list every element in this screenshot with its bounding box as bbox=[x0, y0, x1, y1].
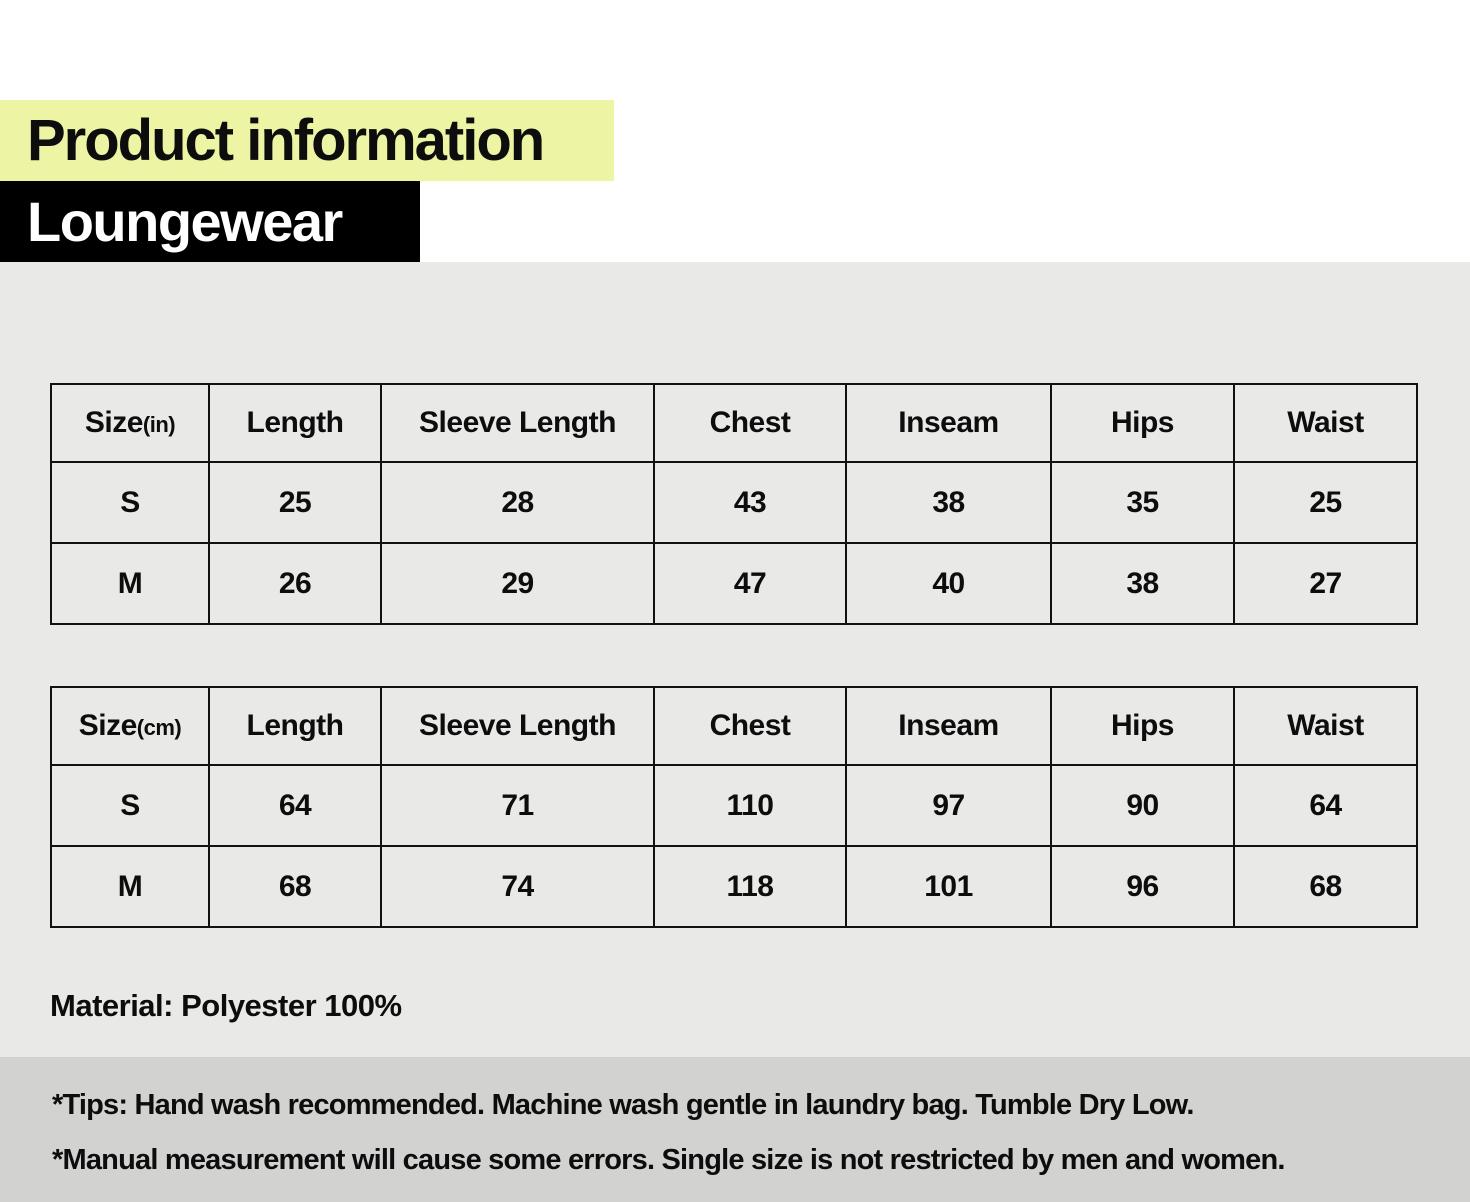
table-row-m bbox=[51, 846, 1417, 927]
table-row-s bbox=[51, 765, 1417, 846]
value-cell: 25 bbox=[1234, 462, 1417, 543]
value-cell: 74 bbox=[381, 846, 654, 927]
size-table-centimeters bbox=[50, 686, 1418, 928]
page-title-text: Product information bbox=[27, 108, 544, 173]
material-note: Material: Polyester 100% bbox=[50, 988, 402, 1023]
category-banner-text: Loungewear bbox=[27, 190, 342, 253]
column-header-waist: Waist bbox=[1234, 687, 1417, 765]
size-label: Size bbox=[84, 406, 143, 439]
value-cell: 38 bbox=[1051, 543, 1234, 624]
value-cell: 68 bbox=[1234, 846, 1417, 927]
column-header-length: Length bbox=[209, 687, 381, 765]
value-cell: 96 bbox=[1051, 846, 1234, 927]
value-cell: 26 bbox=[209, 543, 381, 624]
size-table-inches bbox=[50, 383, 1418, 625]
care-tip-measurement: *Manual measurement will cause some errors. Single size is not restricted by men and women. bbox=[52, 1144, 1285, 1176]
value-cell: 101 bbox=[846, 846, 1051, 927]
column-header-chest: Chest bbox=[654, 687, 846, 765]
content-background bbox=[0, 262, 1470, 1057]
value-cell: 40 bbox=[846, 543, 1051, 624]
size-cell: M bbox=[51, 846, 209, 927]
value-cell: 25 bbox=[209, 462, 381, 543]
table-row-m bbox=[51, 543, 1417, 624]
page-title bbox=[0, 100, 614, 181]
value-cell: 97 bbox=[846, 765, 1051, 846]
value-cell: 38 bbox=[846, 462, 1051, 543]
column-header-sleeve-length: Sleeve Length bbox=[381, 687, 654, 765]
value-cell: 47 bbox=[654, 543, 846, 624]
category-banner bbox=[0, 181, 420, 262]
column-header-chest: Chest bbox=[654, 384, 846, 462]
value-cell: 64 bbox=[1234, 765, 1417, 846]
size-unit-suffix: (cm) bbox=[136, 715, 182, 740]
column-header-inseam: Inseam bbox=[846, 384, 1051, 462]
footer-background bbox=[0, 1057, 1470, 1202]
column-header-waist: Waist bbox=[1234, 384, 1417, 462]
value-cell: 71 bbox=[381, 765, 654, 846]
column-header-hips: Hips bbox=[1051, 384, 1234, 462]
value-cell: 110 bbox=[654, 765, 846, 846]
value-cell: 29 bbox=[381, 543, 654, 624]
value-cell: 35 bbox=[1051, 462, 1234, 543]
column-header-hips: Hips bbox=[1051, 687, 1234, 765]
column-header-inseam: Inseam bbox=[846, 687, 1051, 765]
value-cell: 64 bbox=[209, 765, 381, 846]
size-label: Size bbox=[78, 709, 137, 742]
table-header-row bbox=[51, 687, 1417, 765]
size-unit-header bbox=[51, 687, 209, 765]
size-cell: S bbox=[51, 765, 209, 846]
value-cell: 27 bbox=[1234, 543, 1417, 624]
column-header-sleeve-length: Sleeve Length bbox=[381, 384, 654, 462]
value-cell: 28 bbox=[381, 462, 654, 543]
value-cell: 118 bbox=[654, 846, 846, 927]
value-cell: 68 bbox=[209, 846, 381, 927]
value-cell: 43 bbox=[654, 462, 846, 543]
size-unit-suffix: (in) bbox=[142, 412, 176, 437]
care-tip-washing: *Tips: Hand wash recommended. Machine wash gentle in laundry bag. Tumble Dry Low. bbox=[52, 1089, 1194, 1121]
table-row-s bbox=[51, 462, 1417, 543]
column-header-length: Length bbox=[209, 384, 381, 462]
size-cell: M bbox=[51, 543, 209, 624]
size-unit-header bbox=[51, 384, 209, 462]
value-cell: 90 bbox=[1051, 765, 1234, 846]
table-header-row bbox=[51, 384, 1417, 462]
size-cell: S bbox=[51, 462, 209, 543]
